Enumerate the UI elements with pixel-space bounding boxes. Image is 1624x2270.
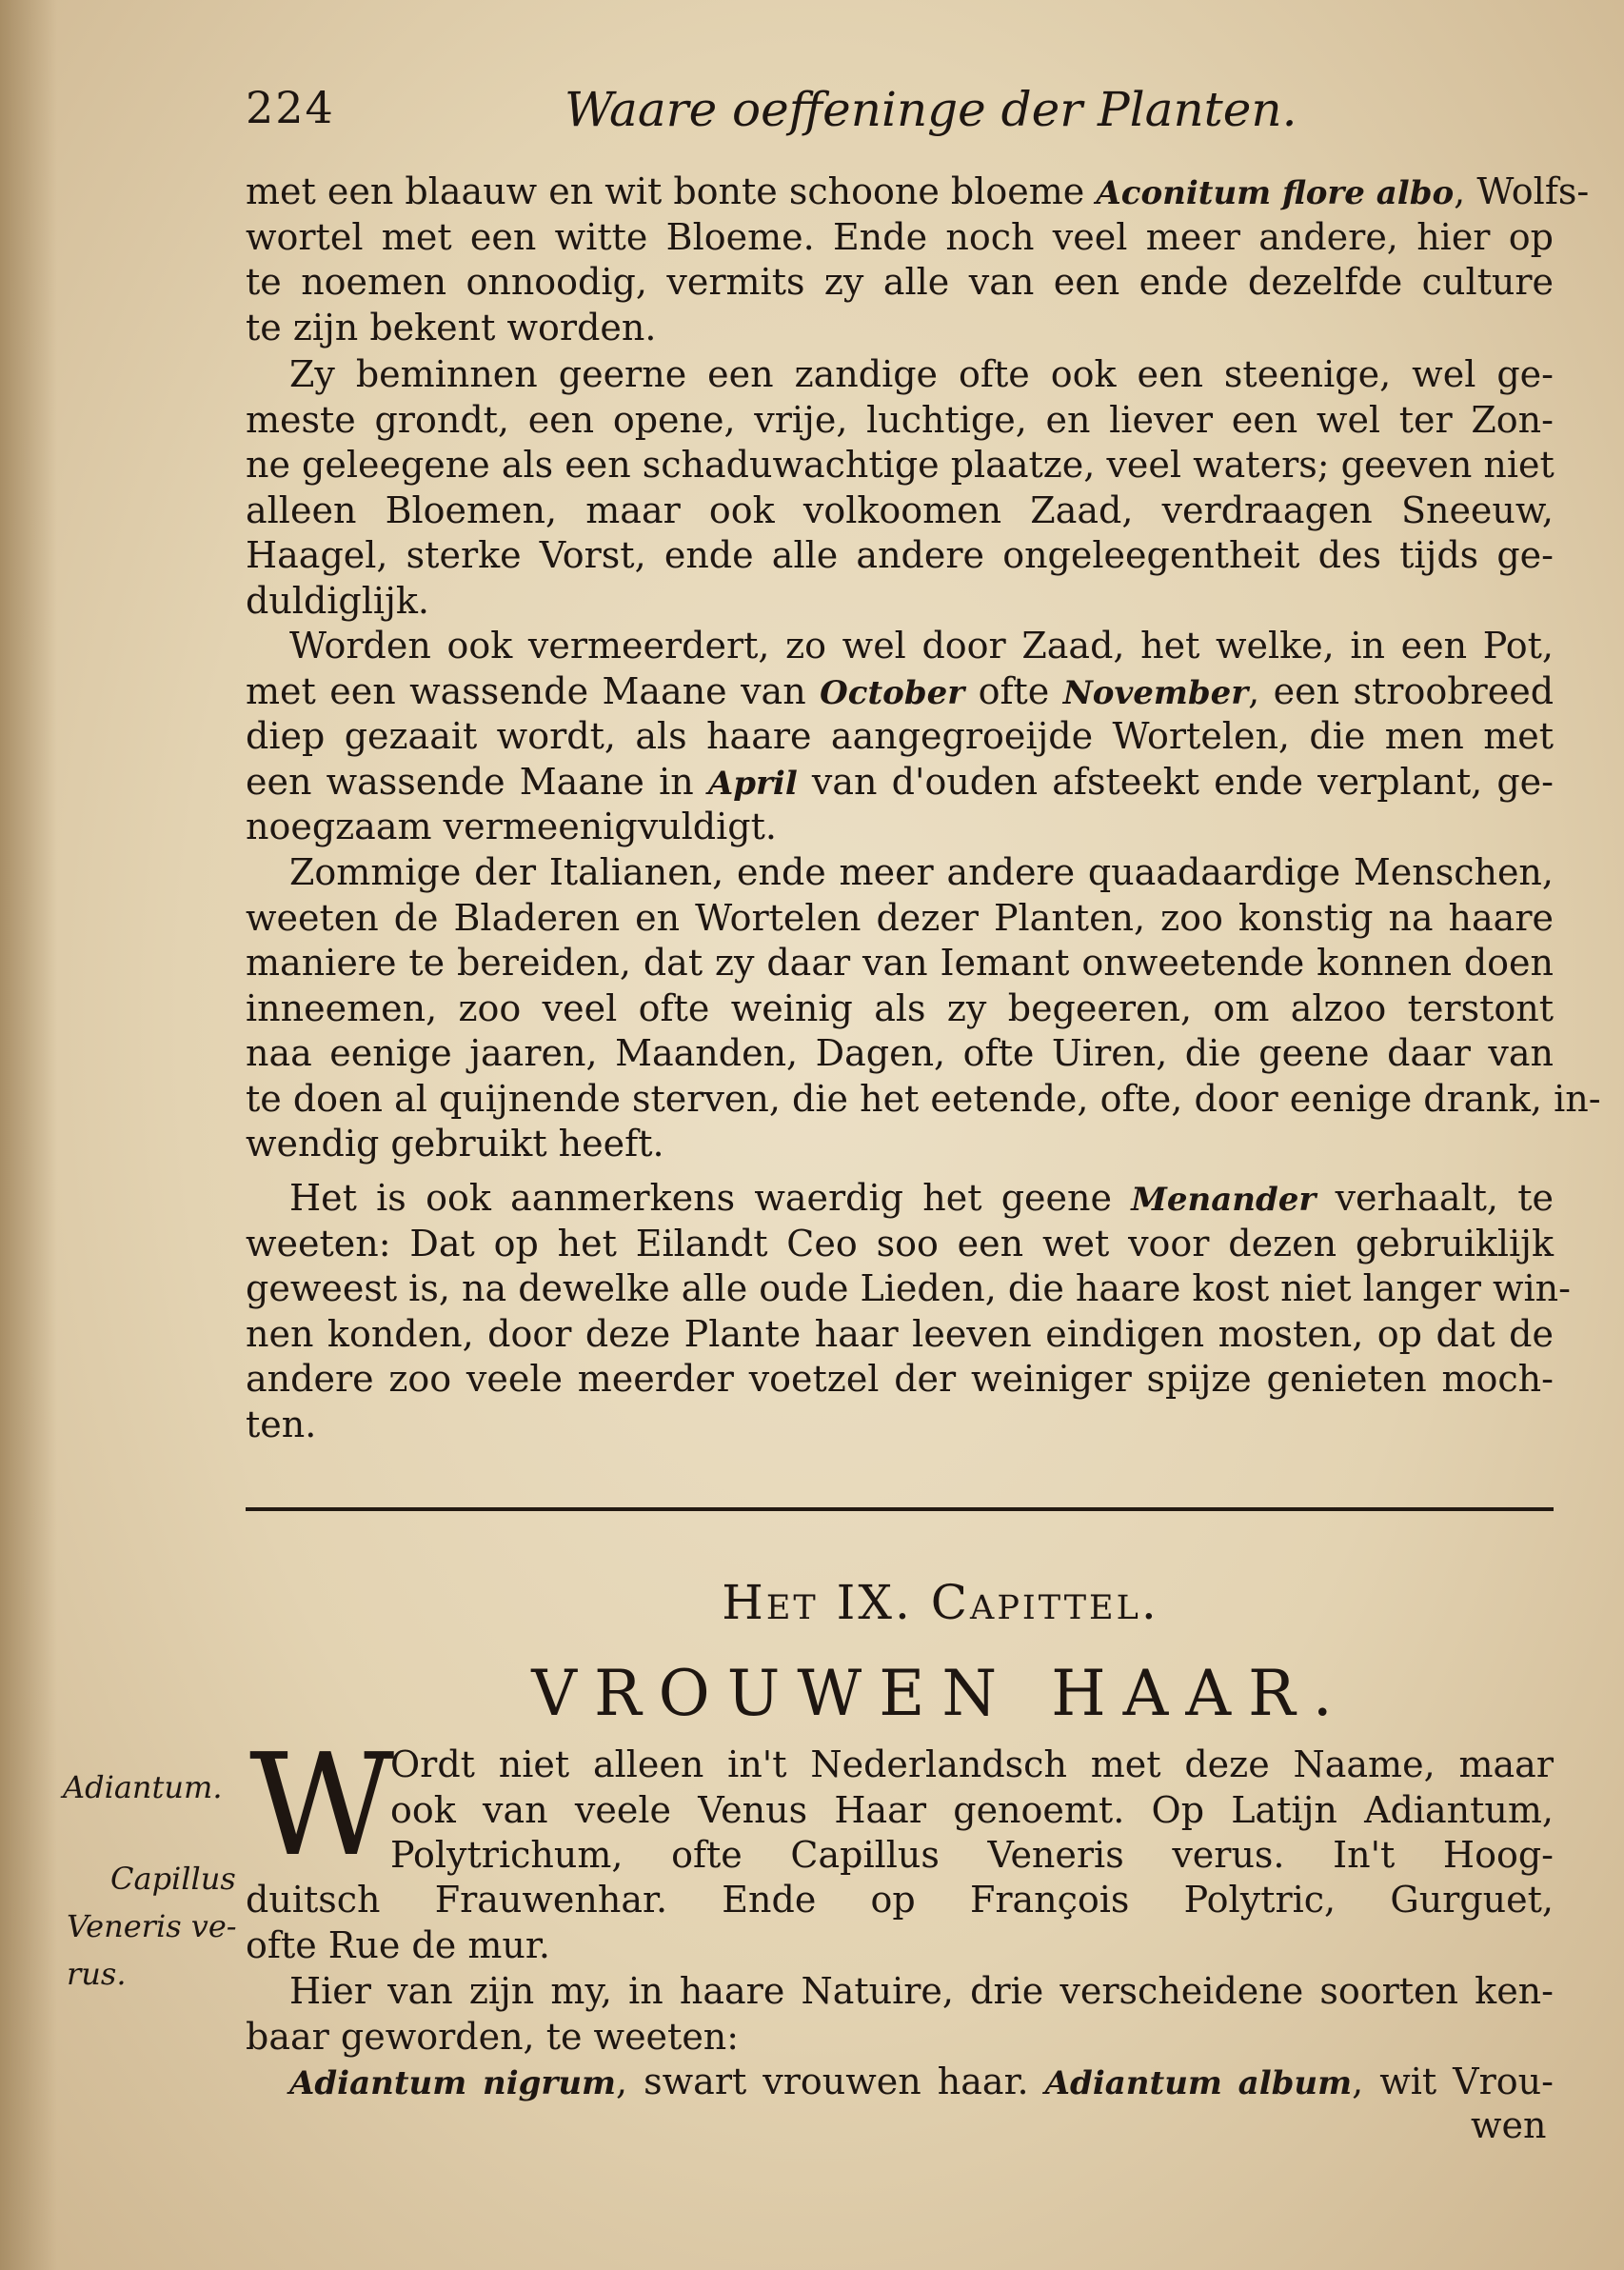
text-line: meste grondt, een opene, vrije, luchtige, en liever een wel ter Zon- (246, 398, 1554, 441)
text-line: inneemen, zoo veel ofte weinig als zy begeeren, om alzoo terstont (246, 986, 1554, 1029)
text-line: baar geworden, te weeten: (246, 2015, 740, 2058)
page-gutter-shadow (0, 0, 57, 2270)
text-line: Adiantum nigrum, swart vrouwen haar. Adiantum album, wit Vrou- (289, 2061, 1554, 2102)
text-line: weeten: Dat op het Eilandt Ceo soo een wet voor dezen gebruiklijk (246, 1222, 1554, 1264)
text-line: weeten de Bladeren en Wortelen dezer Planten, zoo konstig na haare (246, 896, 1554, 939)
text-line: te noemen onnoodig, vermits zy alle van een ende dezelfde culture (246, 261, 1554, 303)
text-line: Worden ook vermeerdert, zo wel door Zaad, het welke, in een Pot, (289, 625, 1554, 667)
text-line: wortel met een witte Bloeme. Ende noch veel meer andere, hier op (246, 215, 1554, 258)
catchword: wen (1471, 2104, 1547, 2146)
paragraph-3 (246, 624, 1554, 850)
chapter-paragraph-2 (246, 1969, 1554, 2105)
text-line: naa eenige jaaren, Maanden, Dagen, ofte Uiren, die geene daar van (246, 1032, 1554, 1074)
text-line: nen konden, door deze Plante haar leeven eindigen mosten, op dat de (246, 1312, 1554, 1355)
text-line: Het is ook aanmerkens waerdig het geene Menander verhaalt, te (289, 1177, 1554, 1219)
chapter-continued (246, 1878, 1554, 1968)
text-line: met een blaauw en wit bonte schoone bloeme Aconitum flore albo, Wolfs- (246, 170, 1590, 212)
text-line: ofte Rue de mur. (246, 1923, 550, 1966)
text-line: duitsch Frauwenhar. Ende op François Polytric, Gurguet, (246, 1879, 1554, 1921)
text-line: maniere te bereiden, dat zy daar van Iemant onweetende konnen doen (246, 942, 1554, 984)
section-divider (246, 1507, 1554, 1511)
text-line: alleen Bloemen, maar ook volkoomen Zaad, verdraagen Sneeuw, (246, 488, 1554, 531)
text-line: ten. (246, 1403, 317, 1445)
text-line: ne geleegene als een schaduwachtige plaatze, veel waters; geeven niet (246, 444, 1555, 486)
text-line: Hier van zijn my, in haare Natuire, drie verscheidene soorten ken- (289, 1970, 1554, 2012)
drop-cap: W (249, 1723, 395, 1887)
text-line: andere zoo veele meerder voetzel der weiniger spijze genieten moch- (246, 1358, 1554, 1400)
text-line: een wassende Maane in April van d'ouden afsteekt ende verplant, ge- (246, 760, 1554, 803)
chapter-title: VROUWEN HAAR. (531, 1657, 1350, 1730)
text-line: wendig gebruikt heeft. (246, 1123, 664, 1165)
margin-note-capillus: Capillus Veneris ve- rus. (67, 1861, 237, 1992)
text-line: ook van veele Venus Haar genoemt. Op Latijn Adiantum, (390, 1788, 1554, 1831)
text-line: Polytrichum, ofte Capillus Veneris verus. In't Hoog- (390, 1834, 1554, 1876)
paragraph-2 (246, 352, 1554, 624)
text-line: te zijn bekent worden. (246, 306, 657, 348)
paragraph-5 (246, 1176, 1571, 1447)
chapter-heading: Het IX. Capittel. (722, 1575, 1159, 1630)
text-line: duldiglijk. (246, 579, 429, 622)
text-line: Zy beminnen geerne een zandige ofte ook een steenige, wel ge- (289, 353, 1554, 395)
paragraph-4 (246, 850, 1601, 1167)
text-line: Ordt niet alleen in't Nederlandsch met deze Naame, maar (390, 1743, 1554, 1785)
text-line: Haagel, sterke Vorst, ende alle andere ongeleegentheit des tijds ge- (246, 534, 1554, 576)
margin-note-adiantum: Adiantum. (63, 1769, 223, 1805)
text-line: noegzaam vermeenigvuldigt. (246, 806, 777, 847)
page-number: 224 (246, 82, 335, 133)
text-line: diep gezaait wordt, als haare aangegroeijde Wortelen, die men met (246, 715, 1554, 757)
running-title: Waare oeffeninge der Planten. (564, 82, 1297, 137)
text-line: geweest is, na dewelke alle oude Lieden, die haare kost niet langer win- (246, 1267, 1571, 1309)
chapter-opening (390, 1742, 1554, 1879)
text-line: Zommige der Italianen, ende meer andere quaadaardige Menschen, (289, 851, 1554, 893)
page-header (246, 82, 1578, 149)
paragraph-1 (246, 169, 1590, 350)
text-line: te doen al quijnende sterven, die het eetende, ofte, door eenige drank, in- (246, 1077, 1601, 1120)
text-line: met een wassende Maane van October ofte November, een stroobreed (246, 669, 1555, 712)
